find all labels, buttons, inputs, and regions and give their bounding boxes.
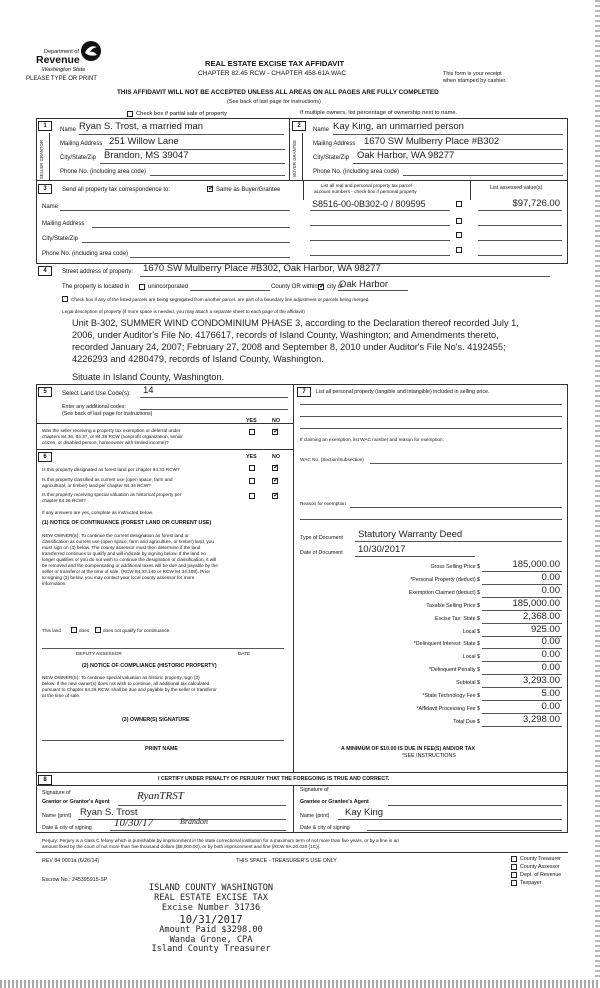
street-label: Street address of property:: [62, 269, 134, 275]
treasurer-space: THIS SPACE - TREASURER'S USE ONLY: [236, 858, 337, 864]
notice2-line2: below. If the new owner(s) does not wish to continue, all additional tax calculated: [42, 681, 210, 686]
unincorporated-checkbox[interactable]: [139, 284, 145, 290]
fee-value[interactable]: 185,000.00: [512, 597, 560, 609]
buyer-grantee-label: BUYER GRANTEE: [292, 140, 297, 177]
notice1-line1: NEW OWNER(S): To continue the current designation as forest land or: [42, 533, 189, 538]
segregated-label: Check box if any of the listed parcels are being segregated from another parcel, are part of a boundary line adjustment or parcels being merged.: [71, 297, 370, 302]
parcel-3-personal-checkbox[interactable]: [456, 232, 462, 238]
grantor-name-label: Name (print): [42, 813, 72, 819]
county-or-label: County OR within: [271, 284, 318, 290]
grantee-agent-label: Grantee or Grantee's Agent: [300, 799, 369, 805]
buyer-name[interactable]: Kay King, an unmarried person: [333, 121, 464, 132]
fee-value[interactable]: 185,000.00: [512, 559, 560, 570]
legal-line-4[interactable]: 4226293 and 4280479, records of Island County, Washington.: [72, 354, 324, 364]
buyer-phone-label: Phone No. (including area code): [313, 169, 400, 175]
fee-label: *Delinquent Interest: State $: [413, 641, 480, 648]
dist-county-treasurer: County Treasurer: [520, 856, 561, 862]
notice1-line6: be removed and the compensating or additional taxes will be due and payable by the: [42, 563, 218, 568]
qualify-does-not: does not qualify for continuance.: [103, 628, 171, 633]
fee-value[interactable]: 0.00: [541, 636, 560, 648]
seller-name-label: Name: [60, 127, 77, 133]
same-as-buyer-checkbox[interactable]: [207, 186, 213, 192]
see-back-label: (See back of last page for instructions): [62, 411, 153, 417]
notice1-line9: information.: [42, 581, 67, 586]
notice1-line3: must sign on (3) below. The county assessor must then determine if the land: [42, 545, 201, 550]
assessed-value[interactable]: $97,726.00: [512, 198, 560, 209]
qualify-does-box[interactable]: [71, 627, 77, 633]
parcel-number[interactable]: S8516-00-0B302-0 / 809595: [312, 199, 426, 209]
fee-value[interactable]: 925.00: [530, 623, 560, 635]
wac-label: WAC No. (Section/Subsection): [300, 457, 364, 462]
sec6-q1-yes-box[interactable]: [249, 465, 255, 471]
sec5-q1-line1: Was the seller receiving a property tax exemption or deferral under: [42, 428, 181, 433]
escrow-number: Escrow No.: 245395915-SP: [42, 877, 108, 883]
sec6-q2-yes-box[interactable]: [249, 478, 255, 484]
dist-dept-revenue: Dept. of Revenue: [520, 872, 562, 878]
minimum-fee-note: A MINIMUM OF $10.00 IS DUE IN FEE(S) AND/OR TAX: [341, 746, 476, 752]
section-3-number: 3: [38, 184, 52, 194]
grantee-name[interactable]: Kay King: [345, 807, 384, 818]
section-6-number: 6: [38, 452, 52, 462]
owner-signature-label: (3) OWNER(S) SIGNATURE: [122, 717, 190, 723]
qualify-this-land: This land: [42, 628, 62, 633]
buyer-name-label: Name: [313, 127, 330, 133]
notice1-line5: longer qualifies or you do not wish to continue the designation or classification, it will: [42, 557, 217, 562]
fee-value[interactable]: 3,298.00: [523, 713, 560, 725]
fee-label: *Personal Property (deduct) $: [410, 576, 480, 583]
seller-csz[interactable]: Brandon, MS 39047: [104, 150, 189, 161]
sec6-q3-line1: Is this property receiving special valuation as historical property per: [42, 492, 182, 497]
sec5-q1-line3: citizen, or disabled person, homeowner with limited income)?: [42, 440, 169, 445]
reason-label: Reason for exemption: [300, 501, 346, 506]
scan-edge: [595, 0, 600, 988]
certify-statement: I CERTIFY UNDER PENALTY OF PERJURY THAT THE FOREGOING IS TRUE AND CORRECT.: [158, 776, 390, 782]
fee-value[interactable]: 0.00: [541, 700, 560, 712]
notice1-line2: classification as current use (open space, farm and agriculture, or timber) land, you: [42, 539, 214, 544]
seller-address[interactable]: 251 Willow Lane: [109, 136, 179, 147]
doc-type[interactable]: Statutory Warranty Deed: [358, 529, 463, 540]
buyer-csz-label: City/State/Zip: [313, 155, 350, 161]
fee-value[interactable]: 3,293.00: [523, 675, 560, 687]
fee-label: Taxable Selling Price $: [426, 602, 480, 609]
seller-address-label: Mailing Address: [60, 141, 103, 147]
dist-taxpayer-box[interactable]: [511, 880, 517, 886]
sec5-q1-line2: chapters 84.36, 84.37, or 84.38 RCW (nonprofit organization, senior: [42, 434, 183, 439]
legal-label: Legal description of property (if more space is needed, you may attach a separate sheet to each page of the affidavit): [62, 309, 305, 314]
grantor-name[interactable]: Ryan S. Trost: [80, 807, 138, 818]
sec5-q1-no-box[interactable]: [272, 429, 278, 435]
legal-line-3[interactable]: recorded January 24, 2007; February 27, 2008 and September 8, 2010 under Auditor's File No's. 4192455;: [72, 342, 506, 352]
sec6-yes: YES: [246, 454, 257, 460]
stamp-line-4: 10/31/2017: [179, 913, 243, 926]
parcel-4-personal-checkbox[interactable]: [456, 247, 462, 253]
revenue-logo-icon: [80, 40, 102, 62]
seller-name[interactable]: Ryan S. Trost, a married man: [79, 121, 204, 132]
rev-number: REV 84 0001a (6/26/14): [42, 858, 100, 864]
property-city[interactable]: Oak Harbor: [339, 279, 389, 290]
sec6-q1: Is this property designated as forest land per chapter 84.33 RCW?: [42, 467, 180, 472]
deputy-date: DATE: [238, 651, 251, 656]
receipt-note: This form is your receipt: [443, 71, 502, 77]
grantee-date-label: Date & city of signing: [300, 825, 350, 831]
stamp-line-7: Island County Treasurer: [151, 944, 271, 955]
fee-label: Subtotal $: [456, 680, 480, 687]
fee-value[interactable]: 2,368.00: [523, 610, 560, 622]
grantor-sig-of: Signature of: [42, 790, 71, 796]
same-as-buyer-label: Same as Buyer/Grantee: [216, 187, 281, 193]
sec6-no: NO: [272, 454, 280, 460]
sec6-q2-no-box[interactable]: [272, 478, 278, 484]
fee-underline: [482, 726, 562, 727]
dist-county-assessor-box[interactable]: [511, 864, 517, 870]
fee-label: Exemption Claimed (deduct) $: [408, 589, 480, 596]
doc-date-label: Date of Document: [300, 550, 343, 556]
parcel-header-1: List all real and personal property tax parcel: [321, 183, 412, 188]
agency-name: Revenue: [36, 54, 80, 66]
section-4-number: 4: [38, 266, 52, 276]
perjury-line1: Perjury: Perjury is a class C felony which is punishable by imprisonment in the state correctional institution for a maximum term of not more than five years, or by a fine in an: [42, 838, 399, 843]
doc-type-label: Type of Document: [300, 535, 343, 541]
fee-value[interactable]: 0.00: [541, 584, 560, 596]
print-name-label: PRINT NAME: [145, 746, 178, 752]
stamp-line-6: Wanda Grone, CPA: [169, 934, 253, 945]
fee-value[interactable]: 0.00: [541, 649, 560, 661]
partial-sale-label: Check box if partial sale of property: [136, 111, 227, 117]
section-1-number: 1: [38, 121, 52, 131]
receipt-note2: when stamped by cashier.: [443, 78, 507, 84]
qualify-does-not-box[interactable]: [95, 627, 101, 633]
scan-bottom-edge: [0, 980, 600, 988]
additional-codes-label: Enter any additional codes:: [62, 404, 126, 410]
section-7-number: 7: [297, 387, 311, 397]
fee-label: Gross Selling Price $: [430, 564, 480, 570]
section-5-number: 5: [38, 387, 52, 397]
form-title: REAL ESTATE EXCISE TAX AFFIDAVIT: [205, 59, 345, 68]
sec6-q2-line1: Is this property classified as current use (open space, farm and: [42, 477, 173, 482]
sec6-q1-no-box[interactable]: [272, 465, 278, 471]
claim-exemption-label: If claiming an exemption, list WAC number and reason for exemption:: [300, 437, 444, 442]
sec3-csz-label: City/State/Zip: [42, 236, 79, 242]
notice1-line8: to signing (3) below, you may contact your local county assessor for more: [42, 575, 195, 580]
correspondence-label: Send all property tax correspondence to:: [62, 187, 171, 193]
grantor-date[interactable]: 10/30/17: [114, 817, 154, 829]
seller-csz-label: City/State/Zip: [60, 155, 97, 161]
parcel-2-personal-checkbox[interactable]: [456, 218, 462, 224]
notice-compliance-heading: (2) NOTICE OF COMPLIANCE (HISTORIC PROPERTY): [82, 663, 217, 669]
buyer-csz[interactable]: Oak Harbor, WA 98277: [357, 150, 455, 161]
see-instructions-note: *SEE INSTRUCTIONS: [402, 753, 456, 759]
sec6-q3-no-box[interactable]: [272, 493, 278, 499]
stamp-line-1: ISLAND COUNTY WASHINGTON: [148, 883, 274, 893]
partial-sale-checkbox[interactable]: [127, 111, 133, 117]
fee-label: Total Due $: [453, 718, 480, 725]
notice2-line1: NEW OWNER(S): To continue special valuation as historic property, sign (3): [42, 675, 200, 680]
fee-label: *Affidavit Processing Fee $: [416, 705, 480, 712]
city-checkbox[interactable]: [318, 284, 324, 290]
grantor-date-label: Date & city of signing: [42, 825, 92, 831]
dist-county-assessor: County Assessor: [520, 864, 560, 870]
multiple-owners-note: If multiple owners, list percentage of ownership next to name.: [300, 110, 458, 116]
sec6-q2-line2: agricultural, or timber) land per chapter 84.34 RCW?: [42, 483, 151, 488]
notice1-line7: seller or transferor at the time of sale. (RCW 84.33.140 or RCW 84.34.108). Prior: [42, 569, 211, 574]
grantor-agent-label: Grantor or Grantor's Agent: [42, 799, 110, 805]
warning-sub: (See back of last page for instructions): [227, 99, 321, 105]
deputy-assessor: DEPUTY ASSESSOR: [76, 651, 122, 656]
stamp-line-5: Amount Paid $3298.00: [159, 924, 263, 935]
personal-property-label: List all personal property (tangible and intangible) included in selling price.: [316, 389, 490, 395]
land-use-code[interactable]: 14: [143, 385, 154, 396]
form-subtitle: CHAPTER 82.45 RCW - CHAPTER 458-61A WAC: [198, 70, 347, 77]
fee-label: Local $: [462, 628, 480, 635]
notice2-line4: at the time of sale.: [42, 693, 81, 698]
qualify-does: does: [79, 628, 90, 633]
located-label: The property is located in: [62, 284, 130, 290]
grantee-sig-of: Signature of: [300, 787, 329, 793]
city-of-label: city of: [327, 284, 343, 290]
doc-date[interactable]: 10/30/2017: [358, 544, 406, 555]
buyer-address[interactable]: 1670 SW Mulberry Place #B302: [364, 136, 500, 147]
sec6-q3-yes-box[interactable]: [249, 493, 255, 499]
segregated-checkbox[interactable]: [62, 296, 68, 302]
fee-label: *Delinquent Penalty $: [429, 667, 480, 674]
section-2-number: 2: [292, 121, 306, 131]
seller-grantor-label: SELLER GRANTOR: [39, 140, 44, 180]
section-8-number: 8: [38, 775, 52, 785]
land-use-label: Select Land Use Code(s):: [62, 391, 131, 397]
grantor-city[interactable]: Brandon: [180, 817, 208, 826]
legal-line-2[interactable]: 2006, under Auditor's File No. 4176617, records of Island County, Washington; and Amendments thereto,: [72, 330, 499, 340]
buyer-address-label: Mailing Address: [313, 141, 356, 147]
sec5-yes: YES: [246, 418, 257, 424]
legal-line-1[interactable]: Unit B-302, SUMMER WIND CONDOMINIUM PHASE 3, according to the Declaration thereof recorded July 1,: [72, 318, 519, 328]
seller-phone-label: Phone No. (including area code): [60, 169, 147, 175]
property-street[interactable]: 1670 SW Mulberry Place #B302, Oak Harbor, WA 98277: [143, 263, 381, 274]
parcel-1-personal-checkbox[interactable]: [456, 201, 462, 207]
fee-label: Local $: [462, 654, 480, 661]
notice1-line4: transferred continues to qualify and will indicate by signing below. If the land no: [42, 551, 206, 556]
fee-value[interactable]: 0.00: [541, 662, 560, 674]
type-or-print: PLEASE TYPE OR PRINT: [26, 76, 97, 82]
situate-line[interactable]: Situate in Island County, Washington.: [72, 372, 225, 382]
agency-line1: Department of: [44, 49, 79, 55]
sec3-phone-label: Phone No. (including area code): [42, 251, 129, 257]
sec3-name-label: Name: [42, 204, 59, 210]
treasurer-stamp: [126, 884, 296, 955]
stamp-line-3: Excise Number 31736: [161, 902, 261, 913]
notice-continuance-heading: (1) NOTICE OF CONTINUANCE (FOREST LAND OR CURRENT USE): [42, 520, 212, 526]
sec5-q1-yes-box[interactable]: [249, 429, 255, 435]
fee-label: Excise Tax: State $: [435, 615, 480, 622]
dist-dept-revenue-box[interactable]: [511, 872, 517, 878]
warning: THIS AFFIDAVIT WILL NOT BE ACCEPTED UNLESS ALL AREAS ON ALL PAGES ARE FULLY COMPLETED: [117, 89, 439, 96]
fee-value[interactable]: 5.00: [541, 688, 560, 699]
sec5-no: NO: [272, 418, 280, 424]
perjury-line2: amount fixed by the court of not more than five thousand dollars ($5,000.00), or by both imprisonment and fine (RCW 9A.20.020 (1C)).: [42, 844, 321, 849]
grantee-name-label: Name (print): [300, 813, 330, 819]
parcel-header-2: account numbers - check box if personal property: [314, 189, 417, 194]
dist-taxpayer: Taxpayer: [520, 880, 542, 886]
notice2-line3: pursuant to Chapter 84.26 RCW, shall be due and payable by the seller or transferor: [42, 687, 217, 692]
sec6-q3-line2: chapter 84.26 RCW?: [42, 498, 86, 503]
agency-state: Washington State: [42, 67, 86, 73]
unincorporated-label: unincorporated: [148, 284, 189, 290]
sec3-address-label: Mailing Address: [42, 221, 85, 227]
grantor-signature[interactable]: RyanTRST: [137, 790, 184, 802]
fee-value[interactable]: 0.00: [541, 571, 560, 583]
sec6-if-yes: If any answers are yes, complete as instructed below.: [42, 510, 153, 515]
assessed-header: List assessed value(s): [490, 185, 543, 191]
stamp-line-2: REAL ESTATE EXCISE TAX: [154, 892, 268, 903]
dist-county-treasurer-box[interactable]: [511, 856, 517, 862]
fee-label: *State Technology Fee $: [422, 693, 480, 699]
